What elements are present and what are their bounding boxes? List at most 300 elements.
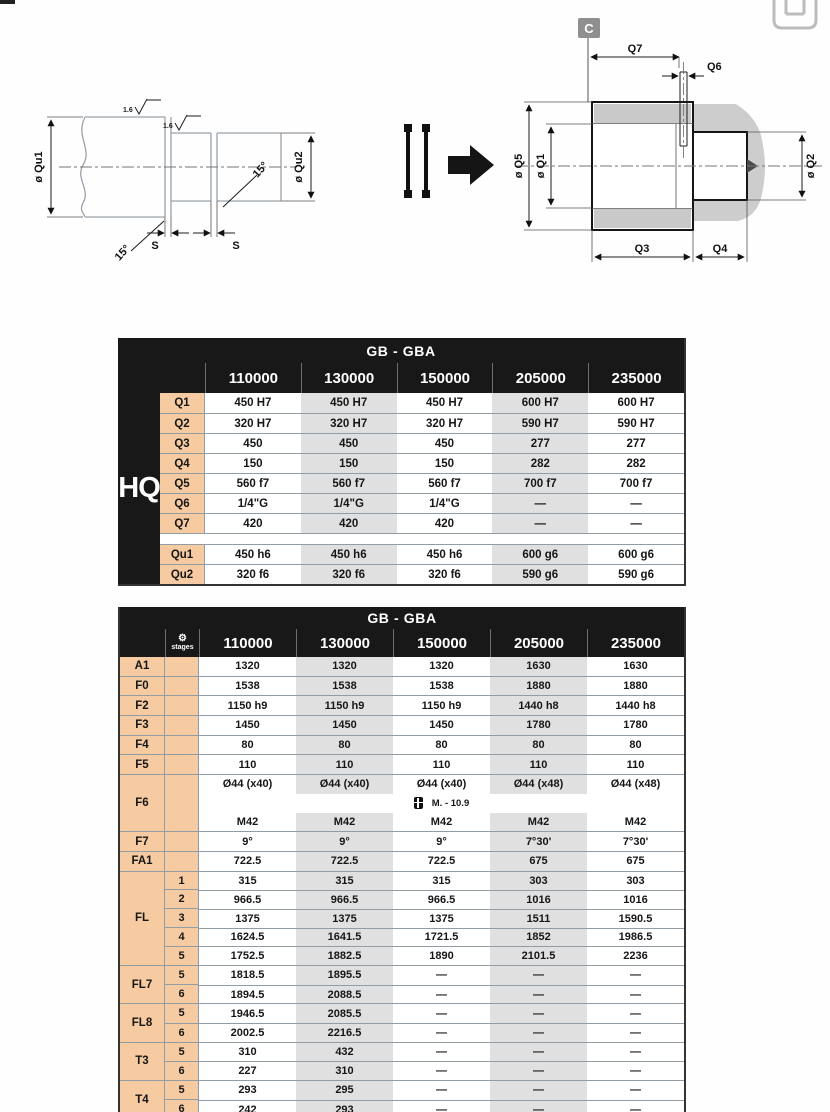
dim-label-s1: S <box>151 240 159 252</box>
value-cell: 450 h6 <box>234 548 271 561</box>
value-cell: 282 <box>492 454 588 473</box>
stage-number-cell: 5 <box>165 1043 198 1061</box>
gear-icon: ⚙ <box>178 633 187 645</box>
value-cell: 1375 <box>429 912 454 925</box>
group-label: F5 <box>120 755 165 774</box>
value-cell: 1450 <box>296 716 393 735</box>
value-cell: M42 <box>236 815 259 828</box>
group-label: F2 <box>120 696 165 715</box>
value-cell: — <box>490 986 587 1004</box>
stages-header-label: stages <box>171 644 194 652</box>
value-cell: 722.5 <box>427 855 456 868</box>
sleeve-teeth-band <box>594 104 691 123</box>
stages-column <box>165 872 199 965</box>
value-cell: 277 <box>626 437 646 450</box>
value-cell: — <box>490 1043 587 1062</box>
finish-mark-icon <box>135 99 161 114</box>
group-data <box>199 775 684 831</box>
value-cell: — <box>630 1065 641 1078</box>
value-cell: M42 <box>296 813 393 832</box>
value-cell: 293 <box>296 1101 393 1112</box>
table-group <box>120 851 684 871</box>
value-cell: 80 <box>629 739 642 752</box>
table-rows <box>160 393 684 584</box>
value-cell: 110 <box>490 755 587 774</box>
table-row <box>199 1043 684 1062</box>
table-group <box>120 715 684 735</box>
size-column-header: 110000 <box>205 363 301 393</box>
stage-number-cell: 5 <box>165 1081 198 1099</box>
table-row <box>199 928 684 947</box>
value-cell: 1894.5 <box>230 988 265 1001</box>
value-cell: 700 f7 <box>492 474 588 493</box>
seal-icon <box>404 124 430 198</box>
table-title: GB - GBA <box>118 338 684 363</box>
value-cell: 1630 <box>623 660 648 673</box>
value-cell: 9° <box>436 835 447 848</box>
table-row <box>199 890 684 909</box>
value-cell: 1852 <box>490 929 587 947</box>
stage-number-cell: 1 <box>165 872 198 890</box>
table-row <box>199 657 684 676</box>
value-cell: 320 f6 <box>301 565 397 584</box>
stage-number-cell: 3 <box>165 908 198 927</box>
value-cell: 80 <box>296 736 393 755</box>
value-cell: — <box>490 1004 587 1023</box>
value-cell: 9° <box>296 832 393 851</box>
header-spacer <box>118 363 205 393</box>
value-cell: 590 g6 <box>618 568 654 581</box>
value-cell: 590 H7 <box>492 414 588 433</box>
stage-number-cell: 6 <box>165 1023 198 1042</box>
table-row <box>160 513 684 533</box>
table-group <box>120 676 684 696</box>
table-row <box>199 677 684 696</box>
page-corner-mark <box>0 0 15 4</box>
value-cell: — <box>436 988 447 1001</box>
group-data <box>199 872 684 965</box>
row-label: Q1 <box>160 393 205 413</box>
value-cell: 450 <box>243 437 263 450</box>
value-cell: — <box>436 1026 447 1039</box>
value-cell: 1150 h9 <box>296 696 393 715</box>
value-cell: 315 <box>296 872 393 891</box>
value-cell: 7°30' <box>490 832 587 851</box>
stages-column <box>165 966 199 1003</box>
value-cell: 450 H7 <box>234 397 272 409</box>
value-cell: 1016 <box>623 894 648 907</box>
value-cell: 2216.5 <box>296 1024 393 1042</box>
hub-assembly-drawing <box>508 8 830 280</box>
value-cell: 282 <box>626 457 646 470</box>
stage-number-cell <box>165 775 198 831</box>
table-row <box>199 1023 684 1042</box>
value-cell: 450 H7 <box>301 393 397 413</box>
value-cell: 2002.5 <box>230 1026 265 1039</box>
stage-number-cell: 5 <box>165 946 198 965</box>
value-cell: 320 f6 <box>428 568 461 581</box>
value-cell: 600 g6 <box>618 548 654 561</box>
value-cell: Ø44 (x48) <box>610 778 661 791</box>
group-label: FL7 <box>120 966 165 1003</box>
value-cell: — <box>630 497 642 510</box>
value-cell: 1/4"G <box>237 497 269 510</box>
chamfer-label-2: 15° <box>250 159 271 181</box>
bolt-icon <box>414 797 423 809</box>
value-cell: 315 <box>238 874 257 887</box>
value-cell: 450 <box>434 437 455 450</box>
value-cell: — <box>436 969 447 982</box>
group-data <box>199 966 684 1003</box>
value-cell: 600 g6 <box>492 545 588 564</box>
table-row <box>160 453 684 473</box>
value-cell: 1890 <box>429 950 454 963</box>
value-cell: — <box>630 1046 641 1059</box>
table-row <box>160 473 684 493</box>
value-cell: 722.5 <box>233 855 262 868</box>
stages-column-header <box>165 629 199 657</box>
value-cell: 310 <box>296 1062 393 1080</box>
stages-column <box>165 716 199 735</box>
value-cell: 1450 <box>429 719 454 732</box>
table-title: GB - GBA <box>120 607 684 629</box>
size-column-header: 235000 <box>587 629 684 657</box>
value-cell: 675 <box>490 852 587 871</box>
group-data <box>199 1081 684 1112</box>
value-cell: 1538 <box>429 680 454 693</box>
value-cell: 675 <box>626 855 645 868</box>
row-label: Qu1 <box>160 545 205 564</box>
table-row <box>160 544 684 564</box>
row-label: Q5 <box>160 474 205 493</box>
group-label: F6 <box>120 775 165 831</box>
value-cell: Ø44 (x40) <box>222 778 273 791</box>
value-cell: — <box>630 988 641 1001</box>
size-columns-header <box>118 363 684 393</box>
table-group <box>120 871 684 965</box>
value-cell: 1880 <box>623 680 648 693</box>
row-label: Q7 <box>160 514 205 533</box>
table-row <box>199 1004 684 1023</box>
table-row <box>160 493 684 513</box>
stage-number-cell <box>165 755 198 774</box>
table-group <box>120 754 684 774</box>
value-cell: 560 f7 <box>301 474 397 493</box>
value-cell: — <box>436 1007 447 1020</box>
stage-number-cell <box>165 716 198 735</box>
bolt-class-note: M. - 10.9 <box>431 797 470 809</box>
dim-label-q5: ø Q5 <box>513 153 525 179</box>
stage-number-cell <box>165 852 198 871</box>
value-cell: 420 <box>434 517 455 530</box>
value-cell: 320 H7 <box>425 417 464 430</box>
stage-number-cell <box>165 696 198 715</box>
table-group <box>120 735 684 755</box>
value-cell: 450 H7 <box>425 397 464 409</box>
value-cell: 1590.5 <box>618 912 653 925</box>
value-cell: — <box>490 1024 587 1042</box>
value-cell: 1440 h8 <box>490 696 587 715</box>
table-row <box>199 775 684 794</box>
table-row <box>199 909 684 928</box>
group-data <box>199 696 684 715</box>
value-cell: 295 <box>296 1081 393 1100</box>
value-cell: — <box>630 969 641 982</box>
shaft-end-drawing <box>25 75 345 295</box>
value-cell: 1016 <box>490 891 587 909</box>
stage-number-cell <box>165 832 198 851</box>
seal-and-arrow <box>398 112 498 222</box>
stage-number-cell: 6 <box>165 1061 198 1080</box>
stages-column <box>165 1043 199 1080</box>
value-cell: 1721.5 <box>424 931 459 944</box>
group-data <box>199 852 684 871</box>
value-cell: — <box>490 1101 587 1112</box>
stage-number-cell <box>165 736 198 755</box>
group-data <box>199 657 684 676</box>
value-cell: Ø44 (x48) <box>490 775 587 794</box>
value-cell: 2085.5 <box>296 1004 393 1023</box>
value-cell: 293 <box>238 1084 257 1097</box>
value-cell: 242 <box>238 1103 257 1112</box>
stages-column <box>165 696 199 715</box>
value-cell: M42 <box>624 815 647 828</box>
group-data <box>199 677 684 696</box>
table-row <box>199 872 684 891</box>
group-data <box>199 736 684 755</box>
table-row <box>199 966 684 985</box>
hq-dimensions-table <box>118 338 686 586</box>
table-row <box>199 813 684 832</box>
stage-number-cell: 6 <box>165 1099 198 1112</box>
row-label: Qu2 <box>160 565 205 584</box>
table-row <box>160 413 684 433</box>
value-cell: — <box>630 1103 641 1112</box>
value-cell: 80 <box>490 736 587 755</box>
row-label: Q4 <box>160 454 205 473</box>
size-column-header: 130000 <box>301 363 397 393</box>
value-cell: 1752.5 <box>230 950 265 963</box>
stages-column <box>165 1004 199 1041</box>
group-label: FL8 <box>120 1004 165 1041</box>
value-cell: 1/4"G <box>429 497 460 510</box>
value-cell: 1375 <box>235 912 260 925</box>
value-cell: 600 H7 <box>617 397 655 409</box>
stage-number-cell <box>165 677 198 696</box>
sleeve-teeth-band <box>594 209 691 228</box>
value-cell: 700 f7 <box>619 477 653 490</box>
value-cell: 150 <box>301 454 397 473</box>
value-cell: 310 <box>238 1046 257 1059</box>
value-cell: 303 <box>626 874 645 887</box>
size-column-header: 205000 <box>492 363 588 393</box>
value-cell: 227 <box>238 1065 257 1078</box>
stages-column <box>165 852 199 871</box>
value-cell: 1320 <box>296 657 393 676</box>
stage-number-cell: 4 <box>165 927 198 946</box>
table-row <box>160 433 684 453</box>
spacer-row <box>160 533 684 544</box>
size-column-header: 205000 <box>490 629 587 657</box>
table-row <box>199 716 684 735</box>
value-cell: 1538 <box>296 677 393 696</box>
value-cell: 110 <box>296 755 393 774</box>
stage-number-cell: 5 <box>165 1004 198 1022</box>
value-cell: 2101.5 <box>490 947 587 965</box>
value-cell: 110 <box>626 758 645 771</box>
value-cell: 432 <box>296 1043 393 1062</box>
value-cell: 722.5 <box>296 852 393 871</box>
value-cell: 80 <box>241 739 254 752</box>
group-label: F3 <box>120 716 165 735</box>
value-cell: 1780 <box>623 719 648 732</box>
value-cell: 1818.5 <box>230 969 265 982</box>
value-cell: 1641.5 <box>296 929 393 947</box>
value-cell: 1/4"G <box>301 494 397 513</box>
group-label: F7 <box>120 832 165 851</box>
table-rows <box>120 657 684 1112</box>
value-cell: 1895.5 <box>296 966 393 985</box>
value-cell: — <box>436 1065 447 1078</box>
value-cell: 320 H7 <box>301 414 397 433</box>
value-cell: 303 <box>490 872 587 891</box>
value-cell: 320 H7 <box>234 417 272 430</box>
value-cell: 1375 <box>296 910 393 928</box>
table-row <box>199 1081 684 1100</box>
value-cell: 966.5 <box>427 894 456 907</box>
dim-label-q1: ø Q1 <box>535 153 547 179</box>
mounting-dimensions-table <box>118 607 686 1112</box>
value-cell: 1150 h9 <box>227 699 268 712</box>
value-cell: 1780 <box>490 716 587 735</box>
value-cell: — <box>490 966 587 985</box>
group-label: F0 <box>120 677 165 696</box>
dim-label-qu1: ø Qu1 <box>33 151 45 183</box>
stages-column <box>165 677 199 696</box>
dim-label-q7: Q7 <box>627 43 643 55</box>
value-cell: — <box>630 517 642 530</box>
group-data <box>199 716 684 735</box>
table-group <box>120 1003 684 1041</box>
value-cell: 2088.5 <box>296 986 393 1004</box>
table-row <box>199 736 684 755</box>
stage-number-cell: 5 <box>165 966 198 984</box>
table-row <box>199 946 684 965</box>
value-cell: 560 f7 <box>428 477 461 490</box>
value-cell: 420 <box>243 517 263 530</box>
stage-number-cell: 6 <box>165 984 198 1003</box>
bolt-class-banner <box>199 794 684 813</box>
value-cell: 966.5 <box>296 891 393 909</box>
table-group <box>120 774 684 831</box>
group-data <box>199 1004 684 1041</box>
table-row <box>199 1100 684 1112</box>
value-cell: 420 <box>301 514 397 533</box>
group-label: T3 <box>120 1043 165 1080</box>
datum-flag-label: C <box>584 21 594 36</box>
dim-label-q4: Q4 <box>712 243 728 255</box>
value-cell: 9° <box>242 835 253 848</box>
row-label: Q3 <box>160 434 205 453</box>
value-cell: 1946.5 <box>230 1007 265 1020</box>
dim-label-q2: ø Q2 <box>805 153 817 179</box>
value-cell: 1986.5 <box>618 931 653 944</box>
table-row <box>199 755 684 774</box>
value-cell: Ø44 (x40) <box>416 778 467 791</box>
value-cell: 150 <box>434 457 455 470</box>
value-cell: 110 <box>432 758 451 771</box>
value-cell: 1450 <box>235 719 260 732</box>
dim-label-s2: S <box>232 240 240 252</box>
value-cell: 320 f6 <box>236 568 270 581</box>
value-cell: — <box>630 1084 641 1097</box>
value-cell: 1320 <box>429 660 454 673</box>
stages-column <box>165 657 199 676</box>
value-cell: 1624.5 <box>230 931 265 944</box>
table-row <box>160 564 684 584</box>
transfer-arrow-icon <box>448 145 494 185</box>
stages-column <box>165 736 199 755</box>
value-cell: 1880 <box>490 677 587 696</box>
table-row <box>160 393 684 413</box>
size-column-header: 150000 <box>393 629 490 657</box>
group-data <box>199 1043 684 1080</box>
stages-column <box>165 1081 199 1112</box>
finish-label-2: 1.6 <box>163 123 173 130</box>
value-cell: M42 <box>490 813 587 832</box>
value-cell: — <box>436 1046 447 1059</box>
header-spacer <box>120 629 165 657</box>
table-row <box>199 985 684 1004</box>
table-group <box>120 695 684 715</box>
value-cell: 1511 <box>490 910 587 928</box>
table-group <box>120 831 684 851</box>
value-cell: 7°30' <box>622 835 649 848</box>
value-cell: 450 h6 <box>301 545 397 564</box>
value-cell: — <box>630 1026 641 1039</box>
table-row <box>199 832 684 851</box>
value-cell: 1440 h8 <box>615 699 656 712</box>
table-row <box>199 1061 684 1080</box>
table-row <box>199 852 684 871</box>
table-group <box>120 1080 684 1112</box>
value-cell: 1150 h9 <box>421 699 462 712</box>
value-cell: 1538 <box>235 680 260 693</box>
value-cell: 150 <box>243 457 263 470</box>
group-label: F4 <box>120 736 165 755</box>
stages-column <box>165 755 199 774</box>
stages-column <box>165 832 199 851</box>
value-cell: 277 <box>492 434 588 453</box>
group-label: FA1 <box>120 852 165 871</box>
table-group <box>120 1042 684 1080</box>
stage-number-cell <box>165 657 198 676</box>
stages-column <box>165 775 199 831</box>
dim-label-q6: Q6 <box>707 61 722 73</box>
size-column-header: 235000 <box>588 363 684 393</box>
finish-label-1: 1.6 <box>123 107 133 114</box>
value-cell: — <box>490 1081 587 1100</box>
dim-label-q3: Q3 <box>634 243 650 255</box>
size-column-header: 150000 <box>397 363 493 393</box>
table-group <box>120 657 684 676</box>
value-cell: 1882.5 <box>296 947 393 965</box>
size-column-header: 130000 <box>296 629 393 657</box>
value-cell: 1320 <box>235 660 260 673</box>
value-cell: — <box>492 494 588 513</box>
value-cell: — <box>490 1062 587 1080</box>
value-cell: 600 H7 <box>492 393 588 413</box>
